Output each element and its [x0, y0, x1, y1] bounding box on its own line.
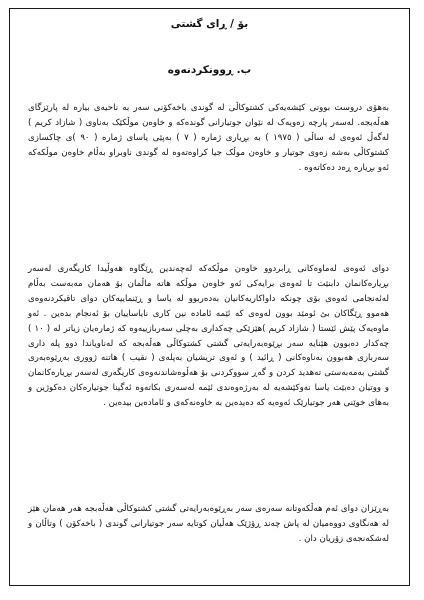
document-title: بۆ / ڕای گشتی [170, 18, 249, 30]
document-page [9, 8, 410, 586]
document-subtitle: ب. ڕوونکردنەوە [167, 64, 252, 76]
paragraph-3: بەڕێزان دوای ئەم هەڵکەوتانە سەرەی سەر بەڕێوەبەرایەتی گشتی کشتوکاڵی هەڵەبجە هەر هەمان هێز لە هەنگاوی دووەمیان لە پاش چەند ڕۆژێک هەڵیان کوتایە سەر جوتیارانی گوندی ( باخەکۆن ) وتاڵان و لەشکەنجەی زۆریان دان . [28, 504, 389, 544]
paragraph-2: دوای ئەوەی لەماوەکانی ڕابردوو خاوەن موڵکەکە لەچەندین ڕێگاوە هەوڵیدا کاریگەری لەسەر بڕیارەکانمان دابنێت تا ئەوەی برایەکی ئەو خاوەن موڵکە هاتە ماڵمان بۆ هەمان مەبەست بەڵام لەئەنجامی ئەوەی بۆی چونکە داواکاریەکانیان بەدەربوو لە یاسا و ڕێنماییەکان دوای تاقیکردنەوەی هەموو ڕێگاکان بێ ئومێد بوون لەوەی کە ئێمە ئامادە نین کاری نایاساییان بۆ ئەنجام بدەین . ئەو ماوەیەک پێش ئێستا ( شازاد کریم )هێزێکی چەکداری بەچلی سەربازییەوە کە ژمارەیان زیاتر لە ( ١٠ ) چەکدار دەبوون هێنایە سەر بڕێوەبەرایەتی گشتی کشتوکاڵی هەڵەبجە کە لەناویاندا دوو پلە داری سەربازی هەبوون بەناوەکانی ( ڕائید ) و ئەوی تریشیان بەپلەی ( نقیب ) هاتنە ژووری بەڕێوەبەری گشتی بەمەبەستی تەهدید کردن و گەڕ سووکردنی بۆ هەڵوەشاندنەوەی کاریگەری لەسەر بڕیارەکانمان و ووتیان دەبێت یاسا نەوکێشەیە لە بەرژەوەندی ئێمە لەسەری بکاتەوە ئەگینا جوتیارەکان دەکوژین و بەهای خوێنی هەر جوتیارێک ئەوەیە کە دەیدەین بە خاوەنەکەی و ئامادەین بیدەین . [28, 264, 389, 409]
paragraph-1: بەهۆی دروست بوونی کێشەیەکی کشتوکاڵی لە گوندی باخەکۆنی سەر بە ناحیەی بیارە لە پارێزگای هەڵەبجە. لەسەر پارچە زەویەک لە نێوان جوتیارانی گوندەکە و خاوەن موڵکێک بەناوی ( شازاد کریم ) لەگەڵ ئەوەی لە ساڵی ( ١٩٧٥ ) بە بڕیاری ژمارە ( ٧ ) بەپێی یاسای ژمارە ( ٩٠ )ی چاکسازی کشتوکاڵی بەشە زەوی جوتیار و خاوەن موڵک جیا کراوەتەوە لە گوندی ناوبراو بەڵام خاوەن موڵکەکە ئەو بڕیارە ڕەد دەکاتەوە . [28, 103, 389, 173]
